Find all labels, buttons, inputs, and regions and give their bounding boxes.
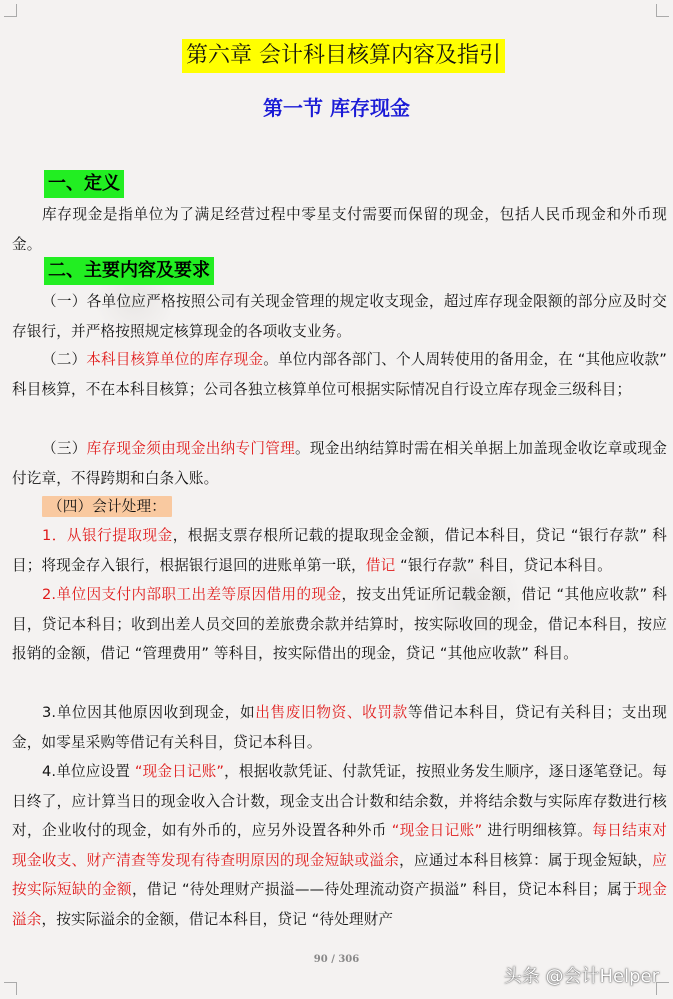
corner-mark (4, 4, 17, 17)
paragraph-item-1: （一）各单位应严格按照公司有关现金管理的规定收支现金，超过库存现金限额的部分应及时交存银行，并严格按照规定核算现金的各项收支业务。 (12, 293, 667, 340)
heading-definition: 一、定义 (44, 170, 124, 198)
page-number: 90 / 306 (313, 954, 360, 965)
paragraph-item-3: （三）库存现金须由现金出纳专门管理。现金出纳结算时需在相关单据上加盖现金收讫章或现金付讫章，不得跨期和白条入账。 (12, 440, 667, 487)
corner-mark (4, 982, 17, 995)
accounting-treatment-label: （四）会计处理： (42, 492, 172, 522)
chapter-title: 第六章 会计科目核算内容及指引 (182, 39, 505, 73)
paragraph-treatment-1: 1．从银行提取现金，根据支票存根所记载的提取现金金额，借记本科目，贷记 “银行存款” 科目；将现金存入银行，根据银行退回的进账单第一联，借记 “银行存款” 科目，贷记本科目。 (12, 527, 667, 574)
corner-mark (656, 4, 669, 17)
paragraph-treatment-4: 4.单位应设置 “现金日记账”，根据收款凭证、付款凭证，按照业务发生顺序，逐日逐笔登记。每日终了，应计算当日的现金收入合计数，现金支出合计数和结余数，并将结余数与实际库存数进行核对，企业收付的现金，如有外币的，应另外设置各种外币 “现金日记账” 进行明细核算。每日结束对现金收支、财产清查等发现有待查明原因的现金短缺或溢余，应通过本科目核算：属于现金短缺，应按实际短缺的金额，借记 “待处理财产损溢——待处理流动资产损溢” 科目，贷记本科目；属于现金溢余，按实际溢余的金额，借记本科目，贷记 “待处理财产 (12, 763, 668, 928)
section-title: 第一节 库存现金 (263, 96, 410, 120)
heading-main-content: 二、主要内容及要求 (44, 257, 214, 285)
paragraph-item-2: （二）本科目核算单位的库存现金。单位内部各部门、个人周转使用的备用金，在 “其他应收款” 科目核算，不在本科目核算；公司各独立核算单位可根据实际情况自行设立库存现金三级科目； (12, 351, 667, 398)
paragraph-treatment-3: 3.单位因其他原因收到现金，如出售废旧物资、收罚款等借记本科目，贷记有关科目；支出现金，如零星采购等借记有关科目，贷记本科目。 (12, 704, 667, 751)
paragraph-treatment-2: 2.单位因支付内部职工出差等原因借用的现金，按支出凭证所记载金额，借记 “其他应收款” 科目，贷记本科目；收到出差人员交回的差旅费余款并结算时，按实际收回的现金，借记本科目，按应报销的金额，借记 “管理费用” 等科目，按实际借出的现金，贷记 “其他应收款” 科目。 (12, 586, 667, 662)
paragraph-definition: 库存现金是指单位为了满足经营过程中零星支付需要而保留的现金，包括人民币现金和外币现金。 (12, 206, 667, 253)
watermark: 头条 @会计Helper (503, 966, 659, 987)
